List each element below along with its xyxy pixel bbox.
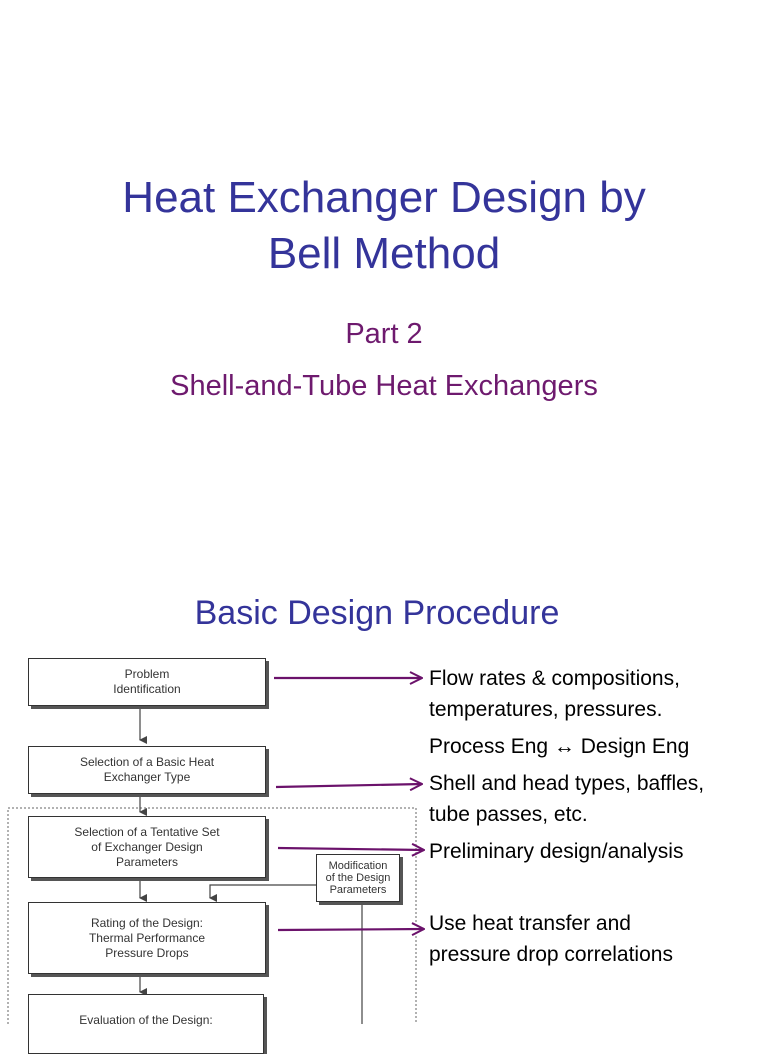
note-line: tube passes, etc. xyxy=(429,803,588,826)
note-line: Flow rates & compositions, xyxy=(429,667,680,690)
box-text: Identification xyxy=(113,682,181,696)
box-text: Thermal Performance xyxy=(88,930,206,945)
box-text: Evaluation of the Design: xyxy=(79,1013,213,1027)
box-basic-type xyxy=(28,746,266,794)
box-evaluation xyxy=(28,994,264,1054)
feedback-line xyxy=(210,885,316,898)
box-problem-identification xyxy=(28,658,266,706)
slide-title xyxy=(0,170,768,282)
section-title: Basic Design Procedure xyxy=(194,594,560,632)
box-text: Modification xyxy=(328,860,388,872)
box-text: Problem xyxy=(124,667,170,681)
slide-title-line2: Bell Method xyxy=(267,229,501,278)
box-text: Parameters xyxy=(115,854,179,869)
note-line: temperatures, pressures. xyxy=(429,698,663,721)
box-modification xyxy=(316,854,400,902)
box-rating xyxy=(28,902,266,974)
note-process-eng: Process Eng ↔ Design Eng xyxy=(429,735,690,758)
box-text: Pressure Drops xyxy=(105,945,189,960)
box-text: of the Design xyxy=(325,872,391,884)
slide-title-line1: Heat Exchanger Design by xyxy=(122,173,646,222)
box-tentative-set xyxy=(28,816,266,878)
annotation-arrow xyxy=(276,784,422,787)
box-text: Exchanger Type xyxy=(103,770,191,784)
note-line: pressure drop correlations xyxy=(429,943,673,966)
slide-subtitle: Shell-and-Tube Heat Exchangers xyxy=(170,370,598,402)
annotation-arrow xyxy=(278,929,424,930)
box-text: Rating of the Design: xyxy=(90,915,204,930)
part-label: Part 2 xyxy=(345,318,423,350)
note-line: Use heat transfer and xyxy=(429,912,631,935)
note-correlations xyxy=(429,908,673,970)
annotation-arrow xyxy=(278,848,424,850)
note-flow-rates xyxy=(429,663,680,725)
note-shell-head xyxy=(429,768,704,830)
box-text: Parameters xyxy=(329,884,387,896)
box-text: Selection of a Basic Heat xyxy=(79,755,215,769)
note-line: Shell and head types, baffles, xyxy=(429,772,705,795)
box-text: of Exchanger Design xyxy=(91,839,203,854)
box-text: Selection of a Tentative Set xyxy=(74,824,220,839)
note-preliminary: Preliminary design/analysis xyxy=(429,840,684,863)
